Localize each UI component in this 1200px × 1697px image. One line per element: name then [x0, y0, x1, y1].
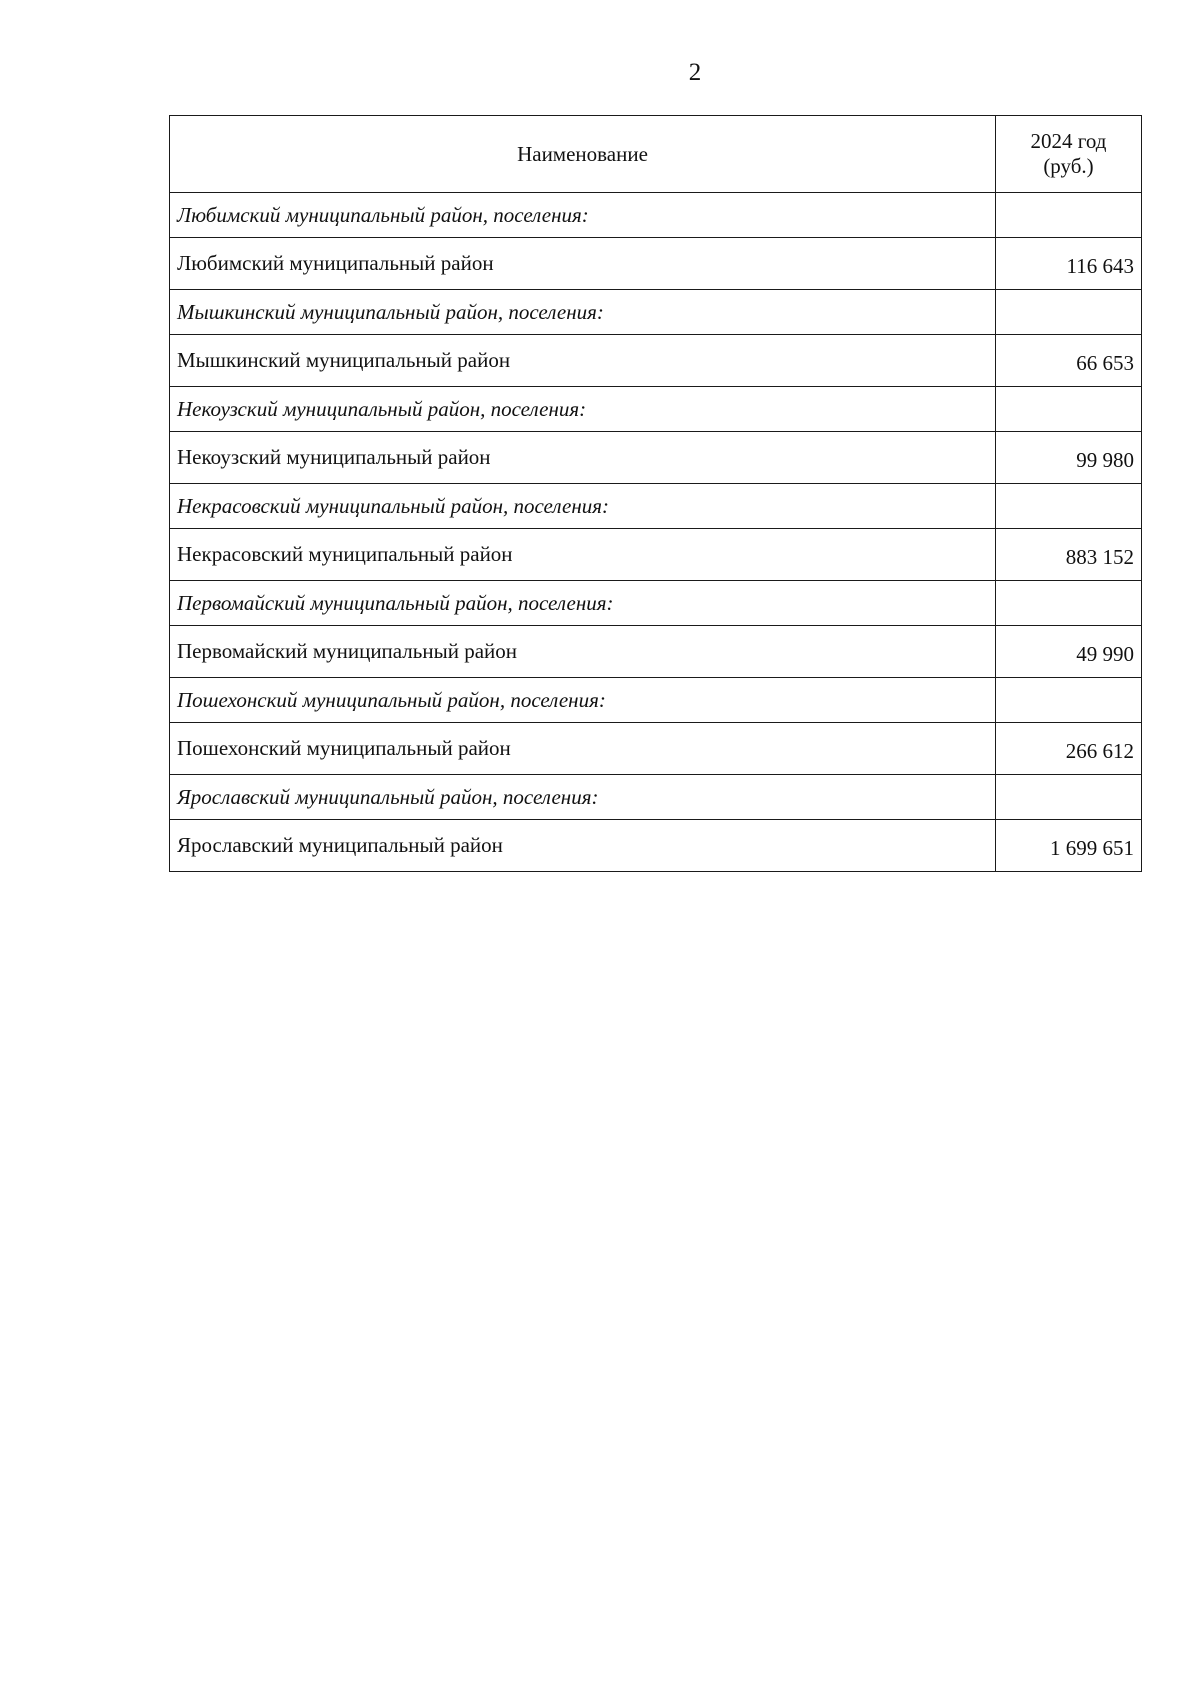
header-name-cell: Наименование — [170, 116, 996, 193]
district-amount-cell: 49 990 — [996, 626, 1142, 678]
page-number: 2 — [688, 59, 702, 86]
district-name-cell: Любимский муниципальный район — [170, 238, 996, 290]
table-row-group — [170, 387, 1142, 432]
table-row-group — [170, 678, 1142, 723]
table-row-group — [170, 484, 1142, 529]
group-value-cell — [996, 484, 1142, 529]
district-amount-cell: 266 612 — [996, 723, 1142, 775]
district-amount-cell: 116 643 — [996, 238, 1142, 290]
table-row-district — [170, 723, 1142, 775]
group-name-cell: Первомайский муниципальный район, поселения: — [170, 581, 996, 626]
table-row-district — [170, 529, 1142, 581]
district-name-cell: Некоузский муниципальный район — [170, 432, 996, 484]
district-name-cell: Первомайский муниципальный район — [170, 626, 996, 678]
budget-table — [169, 115, 1142, 872]
district-amount-cell: 883 152 — [996, 529, 1142, 581]
group-value-cell — [996, 387, 1142, 432]
table-header-row — [170, 116, 1142, 193]
table-row-group — [170, 193, 1142, 238]
header-value-cell — [996, 116, 1142, 193]
district-name-cell: Некрасовский муниципальный район — [170, 529, 996, 581]
group-name-cell: Мышкинский муниципальный район, поселения: — [170, 290, 996, 335]
header-year: 2024 год — [1030, 129, 1107, 153]
header-unit: (руб.) — [1043, 154, 1094, 178]
table-row-district — [170, 335, 1142, 387]
group-name-cell: Некрасовский муниципальный район, поселения: — [170, 484, 996, 529]
group-name-cell: Любимский муниципальный район, поселения: — [170, 193, 996, 238]
table-row-group — [170, 581, 1142, 626]
district-name-cell: Мышкинский муниципальный район — [170, 335, 996, 387]
group-value-cell — [996, 193, 1142, 238]
group-name-cell: Некоузский муниципальный район, поселения: — [170, 387, 996, 432]
table-row-district — [170, 238, 1142, 290]
district-name-cell: Пошехонский муниципальный район — [170, 723, 996, 775]
table-row-district — [170, 432, 1142, 484]
table-row-group — [170, 775, 1142, 820]
district-amount-cell: 99 980 — [996, 432, 1142, 484]
district-amount-cell: 66 653 — [996, 335, 1142, 387]
group-value-cell — [996, 290, 1142, 335]
table-row-group — [170, 290, 1142, 335]
group-name-cell: Пошехонский муниципальный район, поселения: — [170, 678, 996, 723]
group-value-cell — [996, 678, 1142, 723]
group-name-cell: Ярославский муниципальный район, поселения: — [170, 775, 996, 820]
district-name-cell: Ярославский муниципальный район — [170, 820, 996, 872]
district-amount-cell: 1 699 651 — [996, 820, 1142, 872]
table-row-district — [170, 626, 1142, 678]
group-value-cell — [996, 581, 1142, 626]
table-row-district — [170, 820, 1142, 872]
group-value-cell — [996, 775, 1142, 820]
